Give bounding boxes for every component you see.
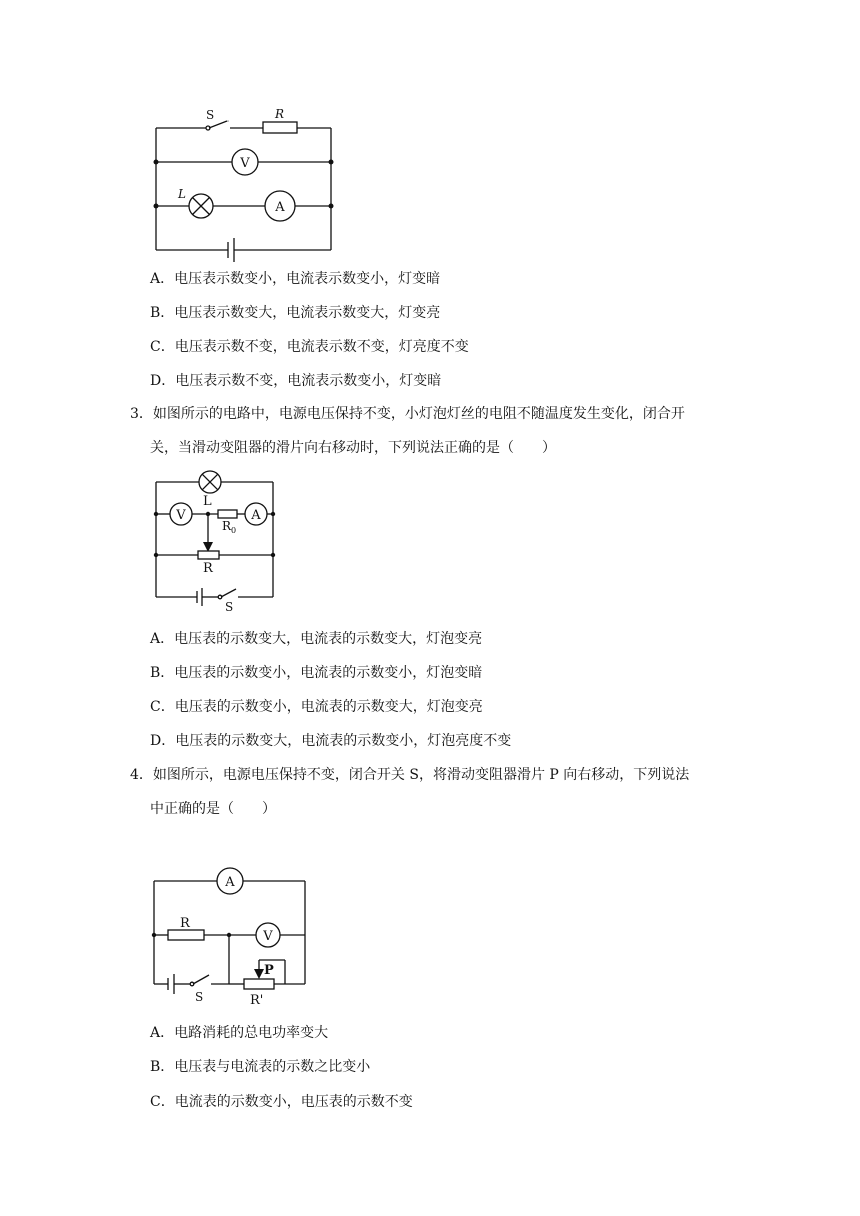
q3-lamp-label: L — [203, 494, 212, 509]
circuit-diagram-q4 — [140, 862, 320, 1012]
q4-option-a[interactable]: A．电路消耗的总电功率变大 — [150, 1025, 329, 1041]
q4-option-c[interactable]: C．电流表的示数变小，电压表的示数不变 — [150, 1094, 413, 1110]
q4-option-b[interactable]: B．电压表与电流表的示数之比变小 — [150, 1059, 371, 1075]
q3-option-a[interactable]: A．电压表的示数变大，电流表的示数变大，灯泡变亮 — [150, 631, 483, 647]
q2-option-a[interactable]: A．电压表示数变小，电流表示数变小，灯变暗 — [150, 271, 441, 287]
q4-stem-line1: 4．如图所示，电源电压保持不变，闭合开关 S，将滑动变阻器滑片 P 向右移动，下列说法 — [130, 767, 690, 783]
q2-option-c[interactable]: C．电压表示数不变，电流表示数不变，灯亮度不变 — [150, 339, 469, 355]
q3-rheostat-label: R — [203, 561, 213, 576]
q3-stem-line1: 3．如图所示的电路中，电源电压保持不变，小灯泡灯丝的电阻不随温度发生变化，闭合开 — [130, 406, 685, 422]
q3-switch-label: S — [225, 600, 234, 614]
q3-option-d[interactable]: D．电压表的示数变大，电流表的示数变小，灯泡亮度不变 — [150, 733, 512, 749]
q3-stem-line2: 关，当滑动变阻器的滑片向右移动时，下列说法正确的是（ ） — [150, 440, 556, 456]
circuit-diagram-q3 — [140, 466, 290, 616]
q4-rheostat-label: R' — [250, 993, 264, 1008]
ammeter-label: A — [275, 200, 285, 215]
q3-ammeter-label: A — [251, 508, 261, 523]
q4-stem-line2: 中正确的是（ ） — [150, 801, 276, 817]
q4-slider-label: P — [264, 963, 274, 978]
q3-voltmeter-label: V — [176, 508, 186, 523]
circuit-diagram-1 — [140, 100, 350, 265]
q3-option-b[interactable]: B．电压表的示数变小，电流表的示数变小，灯泡变暗 — [150, 665, 483, 681]
q4-ammeter-label: A — [225, 875, 235, 890]
lamp-label: L — [178, 187, 186, 201]
q2-option-b[interactable]: B．电压表示数变大，电流表示数变大，灯变亮 — [150, 305, 441, 321]
q2-option-d[interactable]: D．电压表示数不变，电流表示数变小，灯变暗 — [150, 373, 442, 389]
switch-label: S — [206, 108, 215, 122]
q4-voltmeter-label: V — [263, 929, 273, 944]
q3-r0-label: $R_0$ — [222, 519, 237, 535]
voltmeter-label: V — [240, 156, 250, 171]
q3-option-c[interactable]: C．电压表的示数变小，电流表的示数变大，灯泡变亮 — [150, 699, 483, 715]
q4-switch-label: S — [195, 990, 204, 1004]
resistor-label: R — [275, 107, 285, 121]
q4-resistor-label: R — [180, 916, 190, 931]
